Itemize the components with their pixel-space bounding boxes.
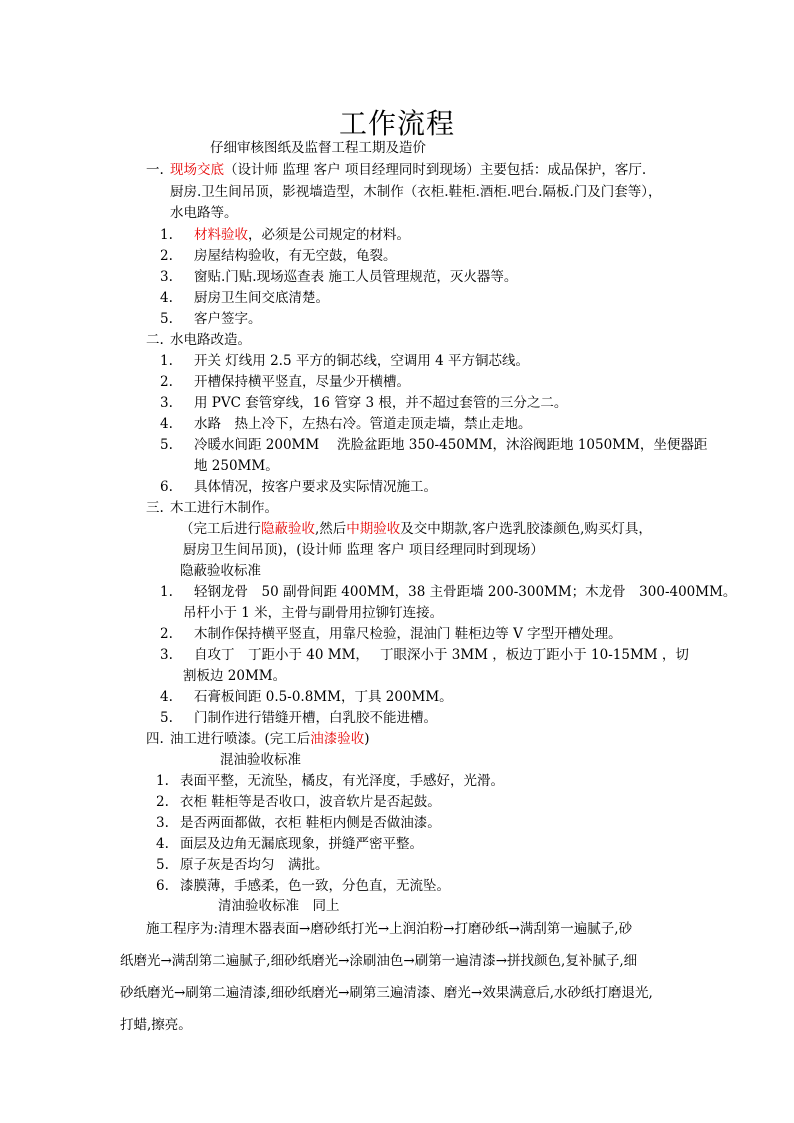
item-text: 面层及边角无漏底现象，拼缝严密平整。	[180, 836, 423, 852]
list-item	[160, 477, 437, 497]
section-heading-text: 木工进行木制作。	[170, 500, 278, 516]
item-text: 冷暖水间距 200MM 洗脸盆距地 350-450MM，沐浴阀距地 1050MM，坐便器距	[194, 437, 708, 453]
item-text: 漆膜薄，手感柔，色一致，分色直，无流坠。	[180, 878, 450, 894]
item-number: 5.	[156, 857, 169, 873]
item-text: ，必须是公司规定的材料。	[248, 227, 410, 243]
list-item	[160, 435, 707, 455]
section-marker: 二.	[146, 332, 164, 348]
list-item	[156, 834, 423, 854]
list-item	[160, 267, 517, 287]
item-number: 4.	[160, 689, 173, 705]
item-text: 厨房卫生间交底清楚。	[194, 290, 329, 306]
item-text: 房屋结构验收，有无空鼓，龟裂。	[194, 248, 397, 264]
section-3-heading	[146, 498, 278, 518]
item-text: 开关 灯线用 2.5 平方的铜芯线，空调用 4 平方铜芯线。	[194, 353, 530, 369]
section-heading-text: )	[364, 731, 370, 747]
item-number: 1.	[160, 227, 173, 243]
list-item-continuation: 吊杆小于 1 米，主骨与副骨用拉铆钉连接。	[183, 605, 444, 621]
section-2-heading	[146, 330, 251, 350]
item-number: 3.	[160, 269, 173, 285]
list-item	[160, 246, 397, 266]
item-text: 表面平整，无流坠，橘皮，有光泽度，手感好，光滑。	[180, 773, 504, 789]
section-note	[180, 519, 652, 539]
page-title: 工作流程	[338, 107, 455, 140]
list-item	[160, 393, 567, 413]
list-item	[160, 582, 736, 602]
list-item	[160, 624, 622, 644]
item-text: 石膏板间距 0.5-0.8MM，丁具 200MM。	[194, 689, 453, 705]
item-text: 木制作保持横平竖直，用靠尺检验，混油门 鞋柜边等 V 字型开槽处理。	[194, 626, 622, 642]
list-item	[156, 813, 441, 833]
section-intro-line: 水电路等。	[170, 205, 238, 221]
item-text: 用 PVC 套管穿线，16 管穿 3 根，并不超过套管的三分之二。	[194, 395, 568, 411]
item-number: 4.	[160, 416, 173, 432]
list-item	[160, 288, 329, 308]
item-text: 客户签字。	[194, 311, 262, 327]
standard-heading: 清油验收标准 同上	[218, 898, 340, 914]
section-1-heading	[146, 160, 646, 180]
list-item	[160, 351, 529, 371]
note-text: 及交中期款,客户选乳胶漆颜色,购买灯具，	[400, 521, 652, 537]
standard-heading: 混油验收标准	[220, 752, 301, 768]
list-item	[160, 414, 532, 434]
list-item	[160, 225, 410, 245]
section-marker: 三.	[146, 500, 164, 516]
highlight-text: 油漆验收	[310, 731, 365, 747]
section-heading-text: 水电路改造。	[170, 332, 251, 348]
item-number: 3.	[156, 815, 169, 831]
item-number: 3.	[160, 647, 173, 663]
item-text: 自攻丁 丁距小于 40 MM， 丁眼深小于 3MM ，板边丁距小于 10-15MM ，切	[194, 647, 689, 663]
item-number: 5.	[160, 311, 173, 327]
highlight-text: 材料验收	[194, 227, 248, 243]
standard-heading: 隐蔽验收标准	[180, 563, 261, 579]
item-number: 4.	[156, 836, 169, 852]
item-number: 3.	[160, 395, 173, 411]
item-text: 是否两面都做，衣柜 鞋柜内侧是否做油漆。	[180, 815, 441, 831]
procedure-line: 施工程序为:清理木器表面→磨砂纸打光→上润泊粉→打磨砂纸→满刮第一遍腻子,砂	[146, 921, 633, 937]
item-number: 1.	[156, 773, 169, 789]
list-item	[160, 687, 453, 707]
item-text: 具体情况，按客户要求及实际情况施工。	[194, 479, 437, 495]
highlight-text: 隐蔽验收	[261, 521, 315, 537]
list-item-continuation: 地 250MM。	[194, 458, 279, 474]
item-number: 1.	[160, 584, 173, 600]
item-number: 5.	[160, 437, 173, 453]
note-text: （完工后进行	[180, 521, 261, 537]
item-number: 1.	[160, 353, 173, 369]
list-item	[156, 771, 504, 791]
list-item	[156, 792, 441, 812]
item-text: 窗贴.门贴.现场巡查表 施工人员管理规范，灭火器等。	[194, 269, 518, 285]
procedure-line: 打蜡,擦亮。	[120, 1017, 192, 1033]
section-4-heading	[146, 729, 370, 749]
item-text: 水路 热上冷下，左热右冷。管道走顶走墙，禁止走地。	[194, 416, 532, 432]
item-text: 衣柜 鞋柜等是否收口，波音软片是否起鼓。	[180, 794, 441, 810]
list-item	[156, 855, 329, 875]
list-item	[160, 645, 689, 665]
item-number: 2.	[156, 794, 169, 810]
highlight-text: 中期验收	[346, 521, 401, 537]
item-number: 5.	[160, 710, 173, 726]
section-marker: 四.	[146, 731, 164, 747]
list-item	[160, 708, 437, 728]
section-heading-text: 油工进行喷漆。(完工后	[170, 731, 311, 747]
item-text: 门制作进行错缝开槽，白乳胶不能进槽。	[194, 710, 437, 726]
section-marker: 一.	[146, 162, 164, 178]
section-intro: （设计师 监理 客户 项目经理同时到现场）主要包括：成品保护，客厅.	[224, 162, 647, 178]
list-item	[160, 372, 410, 392]
section-note-line: 厨房卫生间吊顶)，(设计师 监理 客户 项目经理同时到现场）	[183, 542, 544, 558]
list-item	[160, 309, 262, 329]
procedure-line: 纸磨光→满刮第二遍腻子,细砂纸磨光→涂刷油色→刷第一遍清漆→拼找颜色,复补腻子,细	[120, 953, 638, 969]
section-intro-line: 厨房.卫生间吊顶，影视墙造型，木制作（衣柜.鞋柜.酒柜.吧台.隔板.门及门套等），	[170, 184, 662, 200]
list-item-continuation: 割板边 20MM。	[183, 668, 287, 684]
subtitle: 仔细审核图纸及监督工程工期及造价	[210, 140, 426, 156]
item-number: 6.	[160, 479, 173, 495]
list-item	[156, 876, 450, 896]
item-number: 2.	[160, 626, 173, 642]
note-text: ,然后	[315, 521, 347, 537]
procedure-line: 砂纸磨光→刷第二遍清漆,细砂纸磨光→刷第三遍清漆、磨光→效果满意后,水砂纸打磨退光,	[120, 985, 653, 1001]
item-text: 原子灰是否均匀 满批。	[180, 857, 329, 873]
item-number: 4.	[160, 290, 173, 306]
item-number: 2.	[160, 374, 173, 390]
item-text: 开槽保持横平竖直，尽量少开横槽。	[194, 374, 410, 390]
highlight-text: 现场交底	[170, 162, 224, 178]
item-number: 6.	[156, 878, 169, 894]
item-text: 轻钢龙骨 50 副骨间距 400MM，38 主骨距墙 200-300MM；木龙骨 300-400MM。	[194, 584, 737, 600]
item-number: 2.	[160, 248, 173, 264]
